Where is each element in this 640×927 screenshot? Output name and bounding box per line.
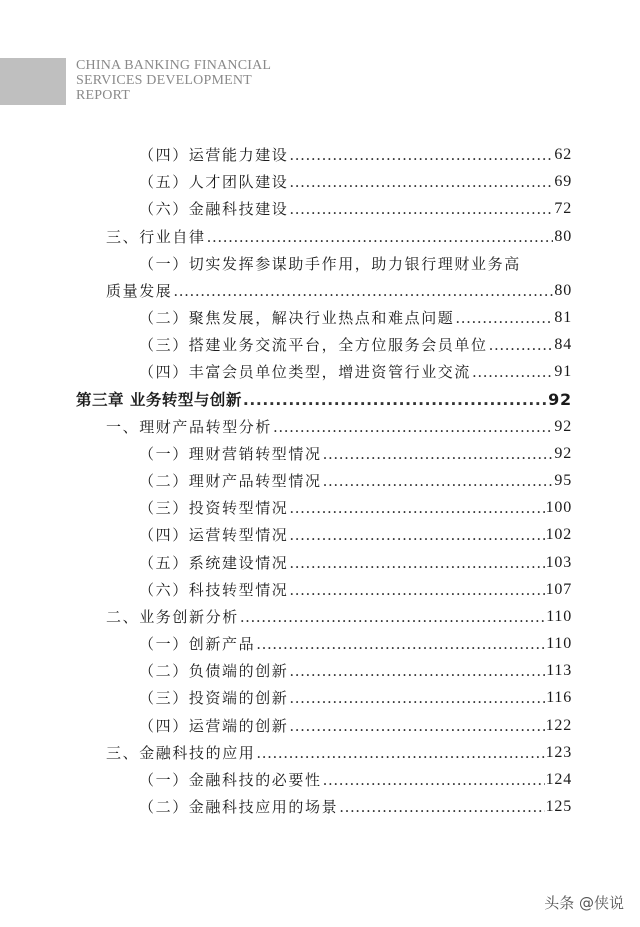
toc-entry[interactable] (106, 742, 572, 764)
toc-entry-page: 72 (554, 200, 572, 217)
toc-entry[interactable] (139, 171, 572, 193)
toc-entry-title: （五）人才团队建设 (139, 173, 289, 191)
toc-entry-title: （六）金融科技建设 (139, 200, 289, 218)
toc-leader-dots (207, 226, 554, 248)
toc-entry-title: 三、行业自律 (106, 228, 206, 246)
toc-entry[interactable] (139, 552, 572, 574)
toc-entry-page: 92 (548, 390, 572, 409)
toc-entry-title: 第三章 业务转型与创新 (76, 391, 242, 409)
toc-entry[interactable] (106, 226, 572, 248)
toc-leader-dots (489, 334, 554, 356)
toc-entry-title: （三）投资端的创新 (139, 689, 289, 707)
toc-leader-dots (472, 361, 553, 383)
toc-entry-title: （一）金融科技的必要性 (139, 771, 322, 789)
toc-entry-page: 84 (554, 336, 572, 353)
toc-leader-dots (256, 633, 545, 655)
toc-entry-title: （四）运营转型情况 (139, 526, 289, 544)
toc-leader-dots (339, 796, 544, 818)
toc-entry-title: （二）负债端的创新 (139, 662, 289, 680)
source-watermark: 头条 @侠说 (544, 894, 624, 912)
toc-entry-title: 一、理财产品转型分析 (106, 418, 273, 436)
toc-leader-dots (323, 769, 545, 791)
toc-leader-dots (455, 307, 553, 329)
toc-entry-page: 107 (545, 581, 572, 598)
toc-entry[interactable] (139, 660, 572, 682)
toc-leader-dots (243, 389, 547, 411)
report-series-title-line: SERVICES DEVELOPMENT (76, 73, 252, 88)
toc-entry[interactable] (139, 361, 572, 383)
report-series-title-line: CHINA BANKING FINANCIAL (76, 58, 272, 73)
toc-leader-dots (256, 742, 544, 764)
toc-entry-page: 116 (546, 689, 572, 706)
toc-entry[interactable] (139, 497, 572, 519)
toc-entry[interactable] (139, 715, 572, 737)
toc-leader-dots (323, 470, 554, 492)
toc-leader-dots (289, 524, 544, 546)
toc-entry-page: 80 (554, 282, 572, 299)
toc-entry-page: 122 (545, 717, 572, 734)
toc-entry[interactable] (106, 606, 572, 628)
toc-entry-page: 69 (554, 173, 572, 190)
toc-entry[interactable] (139, 307, 572, 329)
toc-leader-dots (289, 171, 553, 193)
toc-leader-dots (289, 715, 544, 737)
toc-entry-page: 125 (545, 798, 572, 815)
toc-entry-title: 二、业务创新分析 (106, 608, 239, 626)
toc-entry-title: （二）聚焦发展，解决行业热点和难点问题 (139, 309, 455, 327)
toc-entry[interactable] (139, 769, 572, 791)
toc-entry-page: 110 (546, 608, 572, 625)
toc-entry[interactable] (139, 524, 572, 546)
toc-entry[interactable] (139, 796, 572, 818)
toc-entry-title: （四）丰富会员单位类型，增进资管行业交流 (139, 363, 472, 381)
toc-entry-page: 62 (554, 146, 572, 163)
toc-leader-dots (289, 552, 544, 574)
toc-entry-page: 92 (554, 445, 572, 462)
toc-entry-title: （三）搭建业务交流平台，全方位服务会员单位 (139, 336, 488, 354)
toc-entry-page: 81 (554, 309, 572, 326)
toc-entry[interactable] (139, 633, 572, 655)
toc-entry-page: 92 (554, 418, 572, 435)
toc-entry-title: 三、金融科技的应用 (106, 744, 256, 762)
toc-entry[interactable] (139, 687, 572, 709)
toc-entry-page: 100 (545, 499, 572, 516)
toc-entry[interactable] (139, 144, 572, 166)
toc-entry-page: 124 (545, 771, 572, 788)
toc-entry-title: （四）运营能力建设 (139, 146, 289, 164)
toc-entry-title: （一）理财营销转型情况 (139, 445, 322, 463)
toc-entry-page: 123 (545, 744, 572, 761)
toc-entry[interactable] (139, 443, 572, 465)
toc-entry[interactable] (139, 198, 572, 220)
toc-leader-dots (289, 144, 553, 166)
toc-leader-dots (323, 443, 554, 465)
toc-entry[interactable] (139, 253, 521, 275)
toc-entry-title: （二）金融科技应用的场景 (139, 798, 339, 816)
toc-entry-title: （五）系统建设情况 (139, 554, 289, 572)
report-series-title-line: REPORT (76, 88, 131, 103)
toc-entry-title: （六）科技转型情况 (139, 581, 289, 599)
toc-leader-dots (289, 687, 545, 709)
toc-entry[interactable] (106, 280, 572, 302)
toc-entry-title: （四）运营端的创新 (139, 717, 289, 735)
toc-entry-page: 102 (545, 526, 572, 543)
toc-leader-dots (289, 579, 544, 601)
toc-entry-page: 103 (545, 554, 572, 571)
toc-entry[interactable] (139, 470, 572, 492)
toc-leader-dots (289, 660, 545, 682)
toc-entry-title: （三）投资转型情况 (139, 499, 289, 517)
toc-leader-dots (289, 497, 544, 519)
toc-entry-title: （一）切实发挥参谋助手作用，助力银行理财业务高 (139, 255, 521, 273)
toc-leader-dots (173, 280, 553, 302)
toc-entry-title: （一）创新产品 (139, 635, 256, 653)
toc-entry-title: （二）理财产品转型情况 (139, 472, 322, 490)
toc-entry[interactable] (139, 579, 572, 601)
toc-leader-dots (273, 416, 553, 438)
toc-entry-page: 80 (554, 228, 572, 245)
toc-leader-dots (289, 198, 553, 220)
toc-leader-dots (240, 606, 545, 628)
toc-entry-page: 91 (554, 363, 572, 380)
toc-entry-page: 113 (546, 662, 572, 679)
toc-entry[interactable] (139, 334, 572, 356)
toc-chapter-entry[interactable] (76, 389, 572, 411)
toc-entry[interactable] (106, 416, 572, 438)
toc-entry-page: 95 (554, 472, 572, 489)
toc-entry-page: 110 (546, 635, 572, 652)
toc-entry-title: 质量发展 (106, 282, 173, 300)
